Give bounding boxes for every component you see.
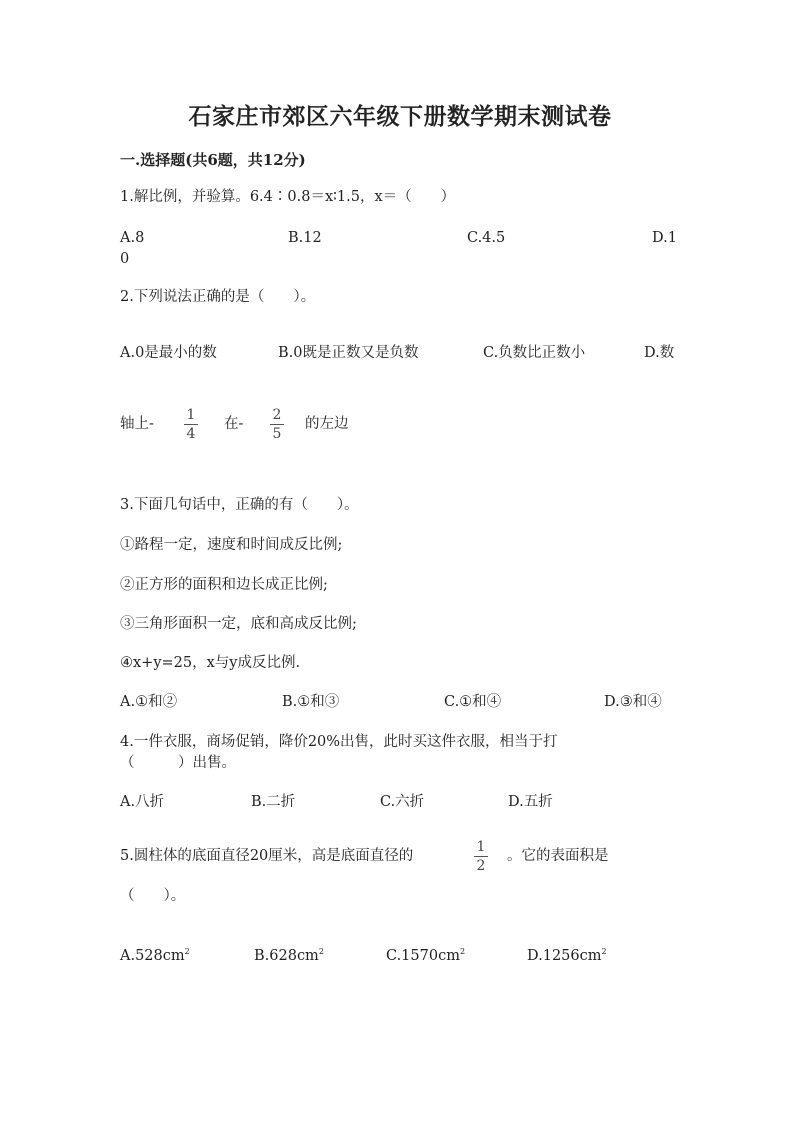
- section-heading: 一.选择题(共6题，共12分): [120, 151, 306, 169]
- fraction-bar: [184, 424, 198, 425]
- question-4-option-c: C.六折: [380, 794, 425, 810]
- question-3-stem: 3.下面几句话中，正确的有（ ）。: [120, 497, 359, 513]
- fraction-denominator: 5: [272, 426, 282, 442]
- fraction-bar: [474, 856, 488, 857]
- question-3-item-2: ②正方形的面积和边长成正比例;: [120, 577, 328, 593]
- question-2-option-b: B.0既是正数又是负数: [278, 345, 419, 361]
- question-2-stem: 2.下列说法正确的是（ ）。: [120, 289, 316, 305]
- question-3-option-d: D.③和④: [604, 694, 662, 710]
- question-3-item-4: ④x+y=25，x与y成反比例.: [120, 655, 301, 671]
- question-4-stem: 4.一件衣服，商场促销，降价20%出售，此时买这件衣服，相当于打: [120, 734, 558, 750]
- question-2-option-d: D.数: [644, 345, 675, 361]
- question-5-stem-continued: （ ）。: [120, 888, 186, 904]
- fraction-bar: [270, 424, 284, 425]
- question-5-option-b: [254, 942, 324, 966]
- fraction-numerator: 2: [272, 407, 282, 423]
- question-1-option-d: D.1: [652, 230, 677, 246]
- question-3-option-c: C.①和④: [444, 694, 502, 710]
- question-3-item-3: ③三角形面积一定，底和高成反比例;: [120, 616, 357, 632]
- question-4-option-b: B.二折: [251, 794, 296, 810]
- question-1-option-b: B.12: [288, 230, 322, 246]
- fraction-numerator: 1: [186, 407, 196, 423]
- fraction-one-half: [474, 839, 488, 874]
- question-1-option-a: A.8: [120, 230, 145, 246]
- question-1-option-d-wrap: 0: [120, 251, 130, 267]
- fraction-numerator: 1: [476, 839, 486, 855]
- question-3-item-1: ①路程一定，速度和时间成反比例;: [120, 537, 343, 553]
- option-text: A.528cm: [120, 948, 185, 964]
- question-3-option-a: A.①和②: [120, 694, 178, 710]
- question-2-option-a: A.0是最小的数: [120, 345, 217, 361]
- page-title: 石家庄市郊区六年级下册数学期末测试卷: [188, 103, 612, 130]
- question-1-option-c: C.4.5: [467, 230, 506, 246]
- question-2-line2-a: 轴上-: [120, 416, 154, 432]
- fraction-denominator: 2: [476, 858, 486, 874]
- unit-superscript: 2: [459, 947, 466, 956]
- question-4-stem-continued: （ ）出售。: [120, 755, 236, 771]
- question-4-option-a: A.八折: [120, 794, 165, 810]
- question-1-stem: 1.解比例，并验算。6.4∶0.8＝x∶1.5，x＝（ ）: [120, 189, 456, 205]
- question-3-option-b: B.①和③: [282, 694, 340, 710]
- question-2-line2-c: 的左边: [305, 416, 349, 432]
- unit-superscript: 2: [184, 947, 190, 956]
- option-text: B.628cm: [254, 948, 319, 964]
- fraction-two-fifths: [270, 407, 284, 442]
- question-5-option-d: [527, 942, 607, 966]
- option-text: D.1256cm: [527, 948, 602, 964]
- unit-superscript: 2: [601, 947, 607, 956]
- fraction-denominator: 4: [186, 426, 196, 442]
- question-5-option-a: [120, 942, 190, 966]
- question-2-line2-b: 在-: [224, 416, 244, 432]
- question-5-stem-b: 。它的表面积是: [507, 848, 609, 864]
- question-4-option-d: D.五折: [508, 794, 553, 810]
- question-5-stem-a: 5.圆柱体的底面直径20厘米，高是底面直径的: [120, 848, 414, 864]
- question-5-option-c: [386, 942, 465, 966]
- fraction-one-quarter: [184, 407, 198, 442]
- unit-superscript: 2: [318, 947, 324, 956]
- option-text: C.1570cm: [386, 948, 460, 964]
- question-2-option-c: C.负数比正数小: [483, 345, 586, 361]
